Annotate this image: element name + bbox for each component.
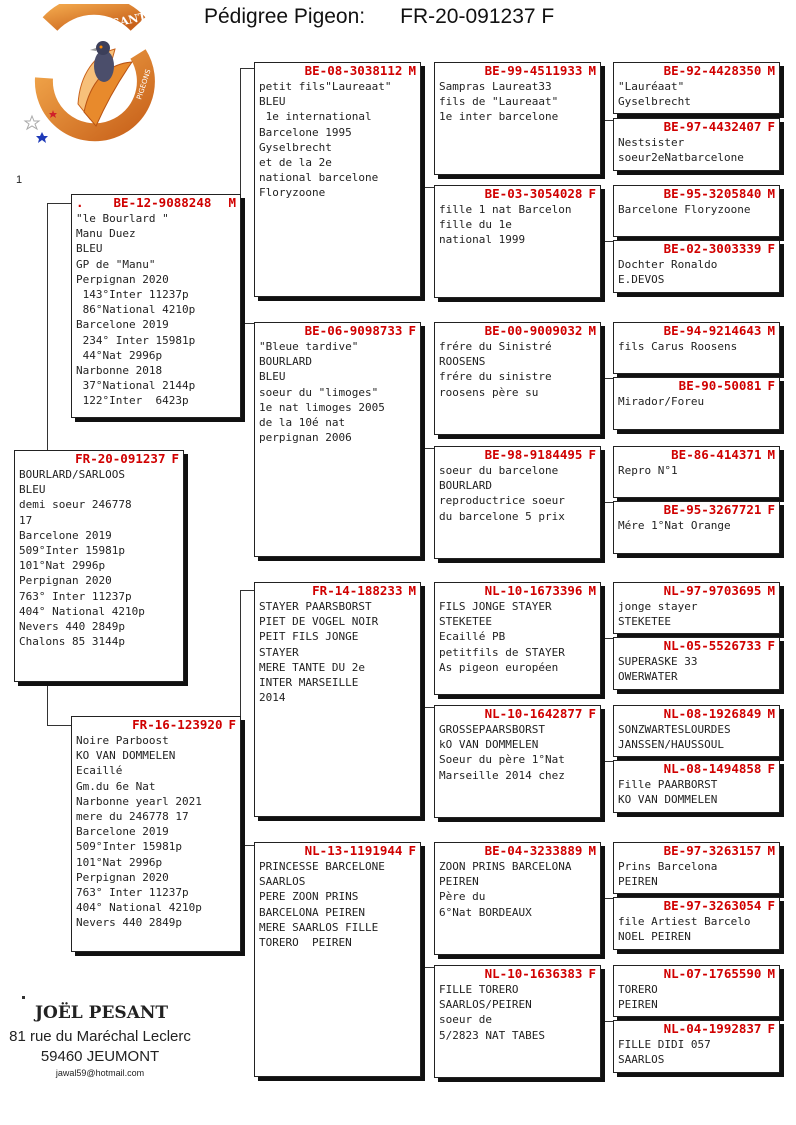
- ring-number: NL-07-1765590: [663, 966, 762, 981]
- pedigree-note-line: frére du Sinistré: [439, 340, 552, 353]
- pedigree-note-line: GP de "Manu": [76, 257, 156, 271]
- ring-number-header: [439, 583, 596, 599]
- pigeon-card-g10: [613, 637, 780, 690]
- ring-number-header: [19, 451, 179, 467]
- ring-number: FR-14-188233: [312, 583, 403, 598]
- sex-badge: F: [767, 502, 775, 517]
- ring-number-header: [259, 843, 416, 859]
- pedigree-note-line: 101°Nat 2996p: [19, 559, 106, 573]
- ring-number: BE-97-3263157: [663, 843, 762, 858]
- pedigree-note-line: 44°Nat 2996p: [76, 348, 163, 362]
- pedigree-note-line: 404° National 4210p: [76, 901, 202, 915]
- pedigree-note-line: STEKETEE: [618, 615, 671, 629]
- pedigree-note-line: jonge stayer: [618, 600, 698, 613]
- team-logo: [20, 4, 170, 169]
- pedigree-note-line: Dochter Ronaldo: [618, 258, 718, 271]
- page-title: Pédigree Pigeon: FR-20-091237 F: [204, 5, 555, 28]
- ring-number: BE-08-3038112: [304, 63, 403, 78]
- ring-number: FR-20-091237: [75, 451, 166, 466]
- ring-number: NL-13-1191944: [304, 843, 403, 858]
- ring-number-header: [76, 195, 236, 211]
- pedigree-note-line: 404° National 4210p: [19, 604, 145, 618]
- pigeon-card-g15: [613, 965, 780, 1017]
- ring-number: NL-08-1494858: [663, 761, 762, 776]
- ring-prefix: .: [76, 195, 84, 210]
- pedigree-note-line: JANSSEN/HAUSSOUL: [618, 738, 724, 752]
- ring-number-header: [618, 502, 775, 518]
- pedigree-note-line: Nevers 440 2849p: [76, 916, 182, 930]
- pedigree-note-line: 763° Inter 11237p: [19, 589, 132, 603]
- pedigree-note-line: FILLE TORERO: [439, 983, 519, 996]
- pedigree-note-line: Nevers 440 2849p: [19, 620, 125, 634]
- pigeon-card-dd: [254, 842, 421, 1077]
- ring-number: BE-97-3263054: [663, 898, 762, 913]
- pedigree-note-line: Fille PAARBORST: [618, 778, 718, 791]
- pedigree-note-line: 6°Nat BORDEAUX: [439, 905, 532, 919]
- sex-badge: M: [767, 583, 775, 598]
- connector-line: [600, 241, 613, 242]
- ring-number: BE-04-3233889: [484, 843, 583, 858]
- sex-badge: F: [171, 451, 179, 466]
- pedigree-note-line: petitfils de STAYER: [439, 645, 565, 659]
- connector-line: [600, 898, 613, 899]
- connector-line: [600, 378, 613, 379]
- pedigree-note-line: file Artiest Barcelo: [618, 915, 751, 928]
- pigeon-card-g13: [613, 842, 780, 894]
- pedigree-note-line: Floryzoone: [259, 186, 326, 200]
- pedigree-note-line: Gyselbrecht: [618, 95, 691, 109]
- pedigree-note-line: KO VAN DOMMELEN: [618, 793, 718, 807]
- sex-badge: F: [408, 843, 416, 858]
- pedigree-note-line: Noire Parboost: [76, 734, 169, 747]
- pedigree-note-line: petit fils"Laureaat": [259, 80, 392, 93]
- pedigree-note-line: 101°Nat 2996p: [76, 855, 163, 869]
- sex-badge: M: [588, 323, 596, 338]
- decorative-dot: [22, 996, 25, 999]
- connector-line: [420, 967, 434, 968]
- pedigree-note-line: PERE ZOON PRINS: [259, 890, 359, 904]
- ring-number-header: [618, 63, 775, 79]
- pedigree-note-line: TORERO PEIREN: [259, 936, 352, 950]
- pedigree-note-line: 86°National 4210p: [76, 303, 196, 317]
- ring-number-header: [618, 1021, 775, 1037]
- sex-badge: F: [767, 378, 775, 393]
- sex-badge: M: [767, 63, 775, 78]
- pigeon-card-g16: [613, 1020, 780, 1073]
- pigeon-card-g1: [613, 62, 780, 114]
- pedigree-note-line: 122°Inter 6423p: [76, 394, 189, 408]
- ring-number-header: [259, 583, 416, 599]
- pedigree-note-line: "Bleue tardive": [259, 340, 359, 353]
- connector-line: [240, 590, 254, 591]
- ring-number: BE-03-3054028: [484, 186, 583, 201]
- connector-line: [600, 1021, 613, 1022]
- ring-number: BE-97-4432407: [663, 119, 762, 134]
- pedigree-note-line: de la 10é nat: [259, 416, 346, 430]
- sex-badge: M: [588, 583, 596, 598]
- connector-line: [600, 502, 613, 503]
- pigeon-card-ssd: [434, 185, 601, 298]
- sex-badge: M: [767, 706, 775, 721]
- pigeon-card-sire: [71, 194, 241, 418]
- connector-line: [420, 448, 434, 449]
- sex-badge: F: [767, 1021, 775, 1036]
- ring-number: NL-10-1673396: [484, 583, 583, 598]
- sex-badge: M: [408, 63, 416, 78]
- pedigree-note-line: Mére 1°Nat Orange: [618, 519, 731, 532]
- ring-number-header: [259, 63, 416, 79]
- pedigree-note-line: soeur du barcelone: [439, 464, 559, 477]
- ring-number: BE-12-9088248: [113, 195, 212, 210]
- pedigree-note-line: MERE TANTE DU 2e: [259, 660, 365, 674]
- pedigree-note-line: Perpignan 2020: [76, 870, 169, 884]
- ring-number-header: [439, 706, 596, 722]
- pedigree-note-line: mere du 246778 17: [76, 810, 189, 824]
- ring-number-header: [439, 843, 596, 859]
- pedigree-note-line: "Lauréaat": [618, 80, 685, 93]
- ring-number-header: [439, 63, 596, 79]
- ring-number: NL-04-1992837: [663, 1021, 762, 1036]
- pedigree-note-line: 1e inter barcelone: [439, 110, 559, 124]
- pedigree-note-line: soeur de: [439, 1013, 492, 1027]
- pedigree-note-line: Ecaillé PB: [439, 630, 506, 644]
- pigeon-card-subject: [14, 450, 184, 682]
- sex-badge: F: [767, 638, 775, 653]
- pigeon-card-ss: [254, 62, 421, 297]
- pedigree-note-line: Soeur du père 1°Nat: [439, 753, 565, 767]
- pedigree-note-line: Narbonne 2018: [76, 364, 163, 378]
- ring-number: BE-98-9184495: [484, 447, 583, 462]
- breeder-name: JOËL PESANT: [35, 1003, 169, 1023]
- ring-number-header: [618, 966, 775, 982]
- connector-line: [47, 682, 48, 725]
- sex-badge: F: [588, 447, 596, 462]
- ring-number-header: [439, 186, 596, 202]
- pedigree-note-line: BLEU: [76, 242, 103, 256]
- pigeon-card-g11: [613, 705, 780, 757]
- pedigree-note-line: FILS JONGE STAYER: [439, 600, 552, 613]
- pedigree-note-line: demi soeur 246778: [19, 498, 132, 512]
- breeder-city: 59460 JEUMONT: [40, 1048, 160, 1065]
- ring-number-header: [618, 241, 775, 257]
- pigeon-card-g3: [613, 185, 780, 237]
- pedigree-note-line: Gm.du 6e Nat: [76, 779, 156, 793]
- pedigree-note-line: perpignan 2006: [259, 431, 352, 445]
- sex-badge: M: [588, 63, 596, 78]
- pedigree-note-line: SAARLOS: [618, 1053, 665, 1067]
- pedigree-note-line: Ecaillé: [76, 764, 123, 778]
- ring-number: BE-90-50081: [678, 378, 762, 393]
- ring-number-header: [618, 843, 775, 859]
- pedigree-note-line: Barcelone Floryzoone: [618, 203, 751, 216]
- ring-number-header: [439, 966, 596, 982]
- ring-number-header: [618, 323, 775, 339]
- pedigree-note-line: Barcelone 2019: [76, 825, 169, 839]
- pedigree-note-line: Narbonne yearl 2021: [76, 794, 202, 808]
- ring-number: BE-92-4428350: [663, 63, 762, 78]
- pedigree-note-line: PEIREN: [618, 875, 658, 889]
- page-number: 1: [16, 174, 23, 186]
- connector-line: [240, 323, 254, 324]
- pigeon-card-sds: [434, 322, 601, 435]
- pigeon-card-g12: [613, 760, 780, 813]
- pedigree-note-line: fille 1 nat Barcelon: [439, 203, 572, 216]
- pedigree-note-line: 509°Inter 15981p: [19, 544, 125, 558]
- sex-badge: F: [767, 898, 775, 913]
- pedigree-note-line: Père du: [439, 890, 486, 904]
- pedigree-note-line: 1e international: [259, 110, 372, 124]
- pigeon-card-g14: [613, 897, 780, 950]
- pedigree-note-line: SONZWARTESLOURDES: [618, 723, 731, 736]
- connector-line: [240, 68, 254, 69]
- ring-number-header: [618, 898, 775, 914]
- pigeon-card-g9: [613, 582, 780, 634]
- pigeon-card-sdd: [434, 446, 601, 559]
- pedigree-note-line: 17: [19, 513, 33, 527]
- pedigree-note-line: Prins Barcelona: [618, 860, 718, 873]
- pedigree-note-line: Mirador/Foreu: [618, 395, 705, 408]
- pedigree-note-line: SUPERASKE 33: [618, 655, 698, 668]
- pedigree-note-line: soeur du "limoges": [259, 385, 379, 399]
- ring-number-header: [259, 323, 416, 339]
- ring-number: BE-02-3003339: [663, 241, 762, 256]
- connector-line: [240, 845, 254, 846]
- ring-number: NL-08-1926849: [663, 706, 762, 721]
- pigeon-card-g5: [613, 322, 780, 374]
- pedigree-note-line: BLEU: [259, 95, 286, 109]
- pedigree-note-line: STAYER PAARSBORST: [259, 600, 372, 613]
- ring-number-header: [76, 717, 236, 733]
- pedigree-note-line: E.DEVOS: [618, 273, 665, 287]
- pedigree-note-line: Manu Duez: [76, 227, 136, 241]
- ring-number: NL-97-9703695: [663, 583, 762, 598]
- connector-line: [420, 707, 434, 708]
- ring-number-header: [618, 119, 775, 135]
- pedigree-note-line: BOURLARD: [259, 355, 312, 369]
- pedigree-note-line: Sampras Laureat33: [439, 80, 552, 93]
- pedigree-note-line: 763° Inter 11237p: [76, 886, 189, 900]
- connector-line: [600, 761, 613, 762]
- pigeon-card-dds: [434, 842, 601, 955]
- pedigree-note-line: 509°Inter 15981p: [76, 840, 182, 854]
- pedigree-note-line: As pigeon européen: [439, 660, 559, 674]
- pedigree-note-line: PIET DE VOGEL NOIR: [259, 615, 379, 629]
- pedigree-note-line: GROSSEPAARSBORST: [439, 723, 545, 736]
- pigeon-card-sd: [254, 322, 421, 557]
- pedigree-note-line: SAARLOS/PEIREN: [439, 998, 532, 1012]
- pedigree-note-line: STAYER: [259, 645, 299, 659]
- breeder-address: 81 rue du Maréchal Leclerc: [9, 1028, 191, 1045]
- pedigree-note-line: "le Bourlard ": [76, 212, 169, 225]
- pedigree-note-line: BOURLARD: [439, 479, 492, 493]
- ring-number-header: [439, 447, 596, 463]
- pigeon-card-g6: [613, 377, 780, 430]
- pedigree-note-line: Repro N°1: [618, 464, 678, 477]
- pedigree-note-line: Chalons 85 3144p: [19, 635, 125, 649]
- pedigree-note-line: frére du sinistre: [439, 370, 552, 384]
- ring-number: BE-95-3205840: [663, 186, 762, 201]
- pigeon-card-ds: [254, 582, 421, 817]
- svg-text:TEAM RACING: TEAM RACING: [107, 124, 154, 156]
- pedigree-note-line: Marseille 2014 chez: [439, 768, 565, 782]
- sex-badge: M: [767, 186, 775, 201]
- pedigree-note-line: BLEU: [19, 483, 46, 497]
- pedigree-note-line: FILLE DIDI 057: [618, 1038, 711, 1051]
- pigeon-card-g4: [613, 240, 780, 293]
- sex-badge: F: [588, 706, 596, 721]
- pigeon-card-sss: [434, 62, 601, 175]
- pedigree-note-line: MERE SAARLOS FILLE: [259, 920, 379, 934]
- ring-number: BE-99-4511933: [484, 63, 583, 78]
- sex-badge: M: [767, 966, 775, 981]
- sex-badge: F: [588, 966, 596, 981]
- pedigree-note-line: KO VAN DOMMELEN: [76, 749, 176, 763]
- pigeon-card-dss: [434, 582, 601, 695]
- pedigree-note-line: ROOSENS: [439, 355, 486, 369]
- pedigree-note-line: national 1999: [439, 233, 526, 247]
- sex-badge: M: [767, 447, 775, 462]
- pedigree-note-line: BOURLARD/SARLOOS: [19, 468, 125, 481]
- connector-line: [47, 203, 71, 204]
- ring-number-header: [618, 638, 775, 654]
- ring-number-header: [618, 706, 775, 722]
- connector-line: [600, 638, 613, 639]
- sex-badge: F: [767, 761, 775, 776]
- pedigree-note-line: fille du 1e: [439, 218, 512, 232]
- pedigree-note-line: 1e nat limoges 2005: [259, 400, 385, 414]
- breeder-email: jawal59@hotmail.com: [55, 1068, 145, 1078]
- ring-number-header: [439, 323, 596, 339]
- ring-number-header: [618, 186, 775, 202]
- svg-text:PIGEONS: PIGEONS: [135, 68, 153, 101]
- ring-number: BE-00-9009032: [484, 323, 583, 338]
- pedigree-note-line: soeur2eNatbarcelone: [618, 151, 744, 165]
- pedigree-note-line: 37°National 2144p: [76, 379, 196, 393]
- pedigree-note-line: NOEL PEIREN: [618, 930, 691, 944]
- sex-badge: M: [408, 583, 416, 598]
- pedigree-note-line: PEIREN: [618, 998, 658, 1012]
- svg-text:JOËL PESANT: JOËL PESANT: [60, 10, 148, 41]
- sex-badge: F: [408, 323, 416, 338]
- ring-number: FR-16-123920: [132, 717, 223, 732]
- sex-badge: M: [767, 323, 775, 338]
- pedigree-note-line: Gyselbrecht: [259, 140, 332, 154]
- pedigree-note-line: et de la 2e: [259, 156, 332, 170]
- pedigree-note-line: 234° Inter 15981p: [76, 333, 196, 347]
- ring-number-header: [618, 447, 775, 463]
- sex-badge: M: [228, 195, 236, 210]
- pedigree-note-line: STEKETEE: [439, 615, 492, 629]
- pedigree-note-line: 143°Inter 11237p: [76, 288, 189, 302]
- sex-badge: F: [767, 241, 775, 256]
- ring-number: NL-10-1642877: [484, 706, 583, 721]
- ring-number: NL-05-5526733: [663, 638, 762, 653]
- ring-number: BE-95-3267721: [663, 502, 762, 517]
- pigeon-card-g7: [613, 446, 780, 498]
- connector-line: [600, 120, 613, 121]
- pedigree-note-line: Perpignan 2020: [76, 272, 169, 286]
- ring-number-header: [618, 583, 775, 599]
- pedigree-note-line: kO VAN DOMMELEN: [439, 738, 539, 752]
- sex-badge: F: [767, 119, 775, 134]
- pedigree-note-line: national barcelone: [259, 171, 379, 185]
- pedigree-note-line: du barcelone 5 prix: [439, 509, 565, 523]
- sex-badge: M: [588, 843, 596, 858]
- pigeon-card-dam: [71, 716, 241, 952]
- sex-badge: M: [767, 843, 775, 858]
- pedigree-note-line: Barcelone 2019: [76, 318, 169, 332]
- pigeon-card-ddd: [434, 965, 601, 1078]
- sex-badge: F: [588, 186, 596, 201]
- pigeon-card-dsd: [434, 705, 601, 818]
- ring-number: BE-94-9214643: [663, 323, 762, 338]
- ring-number: BE-86-414371: [671, 447, 762, 462]
- pedigree-note-line: Barcelone 1995: [259, 125, 352, 139]
- pedigree-note-line: BLEU: [259, 370, 286, 384]
- sex-badge: F: [228, 717, 236, 732]
- connector-line: [47, 725, 71, 726]
- pedigree-note-line: Barcelone 2019: [19, 528, 112, 542]
- pedigree-note-line: PEIREN: [439, 875, 479, 889]
- pedigree-note-line: 5/2823 NAT TABES: [439, 1028, 545, 1042]
- pedigree-note-line: PRINCESSE BARCELONE: [259, 860, 385, 873]
- ring-number-header: [618, 761, 775, 777]
- ring-number-header: [618, 378, 775, 394]
- pigeon-card-g2: [613, 118, 780, 171]
- pedigree-note-line: fils Carus Roosens: [618, 340, 738, 353]
- pigeon-card-g8: [613, 501, 780, 554]
- pedigree-note-line: Perpignan 2020: [19, 574, 112, 588]
- connector-line: [420, 187, 434, 188]
- pedigree-note-line: INTER MARSEILLE: [259, 676, 359, 690]
- pedigree-note-line: roosens père su: [439, 385, 539, 399]
- pedigree-note-line: TORERO: [618, 983, 658, 996]
- ring-number: NL-10-1636383: [484, 966, 583, 981]
- pedigree-note-line: 2014: [259, 691, 286, 705]
- pedigree-note-line: Nestsister: [618, 136, 685, 149]
- ring-number: BE-06-9098733: [304, 323, 403, 338]
- pedigree-note-line: PEIT FILS JONGE: [259, 630, 359, 644]
- pedigree-note-line: BARCELONA PEIREN: [259, 905, 365, 919]
- pedigree-note-line: fils de "Laureaat": [439, 95, 559, 109]
- pedigree-note-line: SAARLOS: [259, 875, 306, 889]
- pedigree-note-line: ZOON PRINS BARCELONA: [439, 860, 572, 873]
- pedigree-note-line: reproductrice soeur: [439, 494, 565, 508]
- pedigree-note-line: OWERWATER: [618, 670, 678, 684]
- connector-line: [47, 203, 48, 450]
